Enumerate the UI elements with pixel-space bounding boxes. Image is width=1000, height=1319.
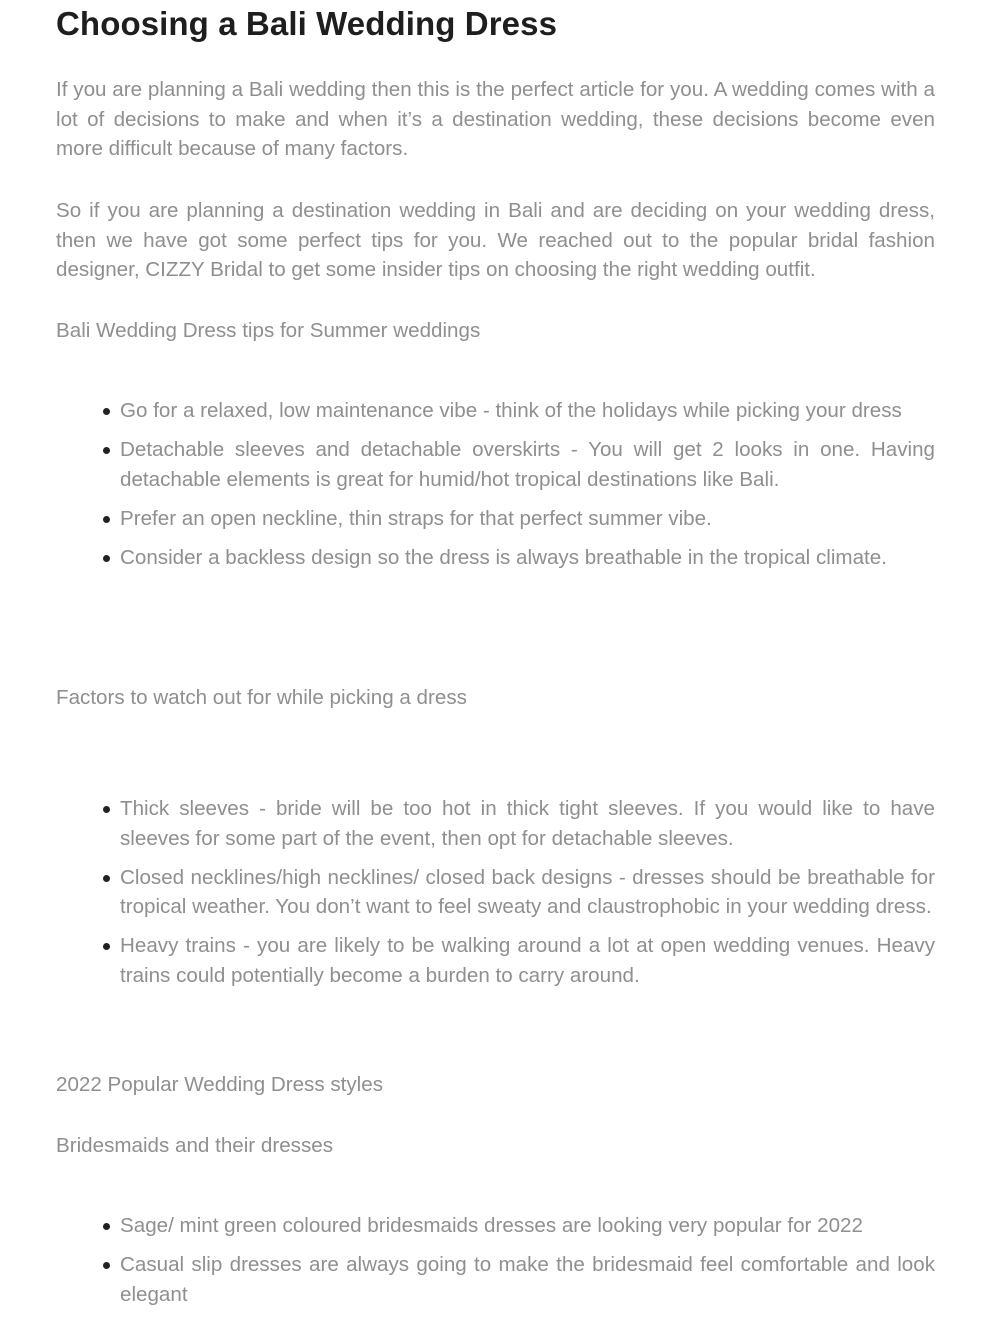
bullet-icon <box>103 555 110 562</box>
list-item <box>56 543 935 573</box>
list-item <box>56 794 935 853</box>
list-item-text: Thick sleeves - bride will be too hot in thick tight sleeves. If you would like to have sleeves for some part of the event, then opt for detachable sleeves. <box>120 797 935 850</box>
list-item-text: Go for a relaxed, low maintenance vibe - think of the holidays while picking your dress <box>120 399 902 422</box>
intro-paragraph: If you are planning a Bali wedding then this is the perfect article for you. A wedding comes with a lot of decisions to make and when it’s a destination wedding, these decisions become even more difficult because of many factors. <box>56 78 935 160</box>
list-item-text: Casual slip dresses are always going to make the bridesmaid feel comfortable and look elegant <box>120 1253 935 1306</box>
list-item-text: Detachable sleeves and detachable overskirts - You will get 2 looks in one. Having detachable elements is great for humid/hot tropical destinations like Bali. <box>120 438 935 491</box>
bullet-icon <box>103 516 110 523</box>
bridesmaids-heading: Bridesmaids and their dresses <box>56 1134 333 1157</box>
summer-tips-heading: Bali Wedding Dress tips for Summer weddings <box>56 319 481 342</box>
list-item <box>56 396 935 426</box>
list-item <box>56 1250 935 1309</box>
summer-tips-list <box>56 396 935 582</box>
list-item-text: Prefer an open neckline, thin straps for that perfect summer vibe. <box>120 506 712 530</box>
bullet-icon <box>103 1223 110 1230</box>
list-item <box>56 504 935 534</box>
list-item <box>56 1211 935 1241</box>
list-item <box>56 863 935 922</box>
factors-heading: Factors to watch out for while picking a dress <box>56 686 467 709</box>
list-item-text: Heavy trains - you are likely to be walking around a lot at open wedding venues. Heavy trains could potentially become a burden to carry around. <box>120 934 935 987</box>
list-item <box>56 435 935 494</box>
intro-paragraph: So if you are planning a destination wedding in Bali and are deciding on your wedding dress, then we have got some perfect tips for you. We reached out to the popular bridal fashion designer, CIZZY Bridal to get some insider tips on choosing the right wedding outfit. <box>56 199 935 281</box>
list-item-text: Closed necklines/high necklines/ closed back designs - dresses should be breathable for tropical weather. You don’t want to feel sweaty and claustrophobic in your wedding dress. <box>120 865 935 918</box>
list-item-text: Sage/ mint green coloured bridesmaids dresses are looking very popular for 2022 <box>120 1214 863 1237</box>
list-item <box>56 931 935 990</box>
styles-heading: 2022 Popular Wedding Dress styles <box>56 1073 384 1096</box>
bullet-icon <box>103 806 110 813</box>
factors-list <box>56 794 935 1000</box>
list-item-text: Consider a backless design so the dress is always breathable in the tropical climate. <box>120 545 887 569</box>
bridesmaids-list <box>56 1211 935 1319</box>
bullet-icon <box>103 1262 110 1269</box>
bullet-icon <box>103 875 110 882</box>
article-title: Choosing a Bali Wedding Dress <box>56 5 558 42</box>
bullet-icon <box>103 408 110 415</box>
bullet-icon <box>103 943 110 950</box>
bullet-icon <box>103 447 110 454</box>
